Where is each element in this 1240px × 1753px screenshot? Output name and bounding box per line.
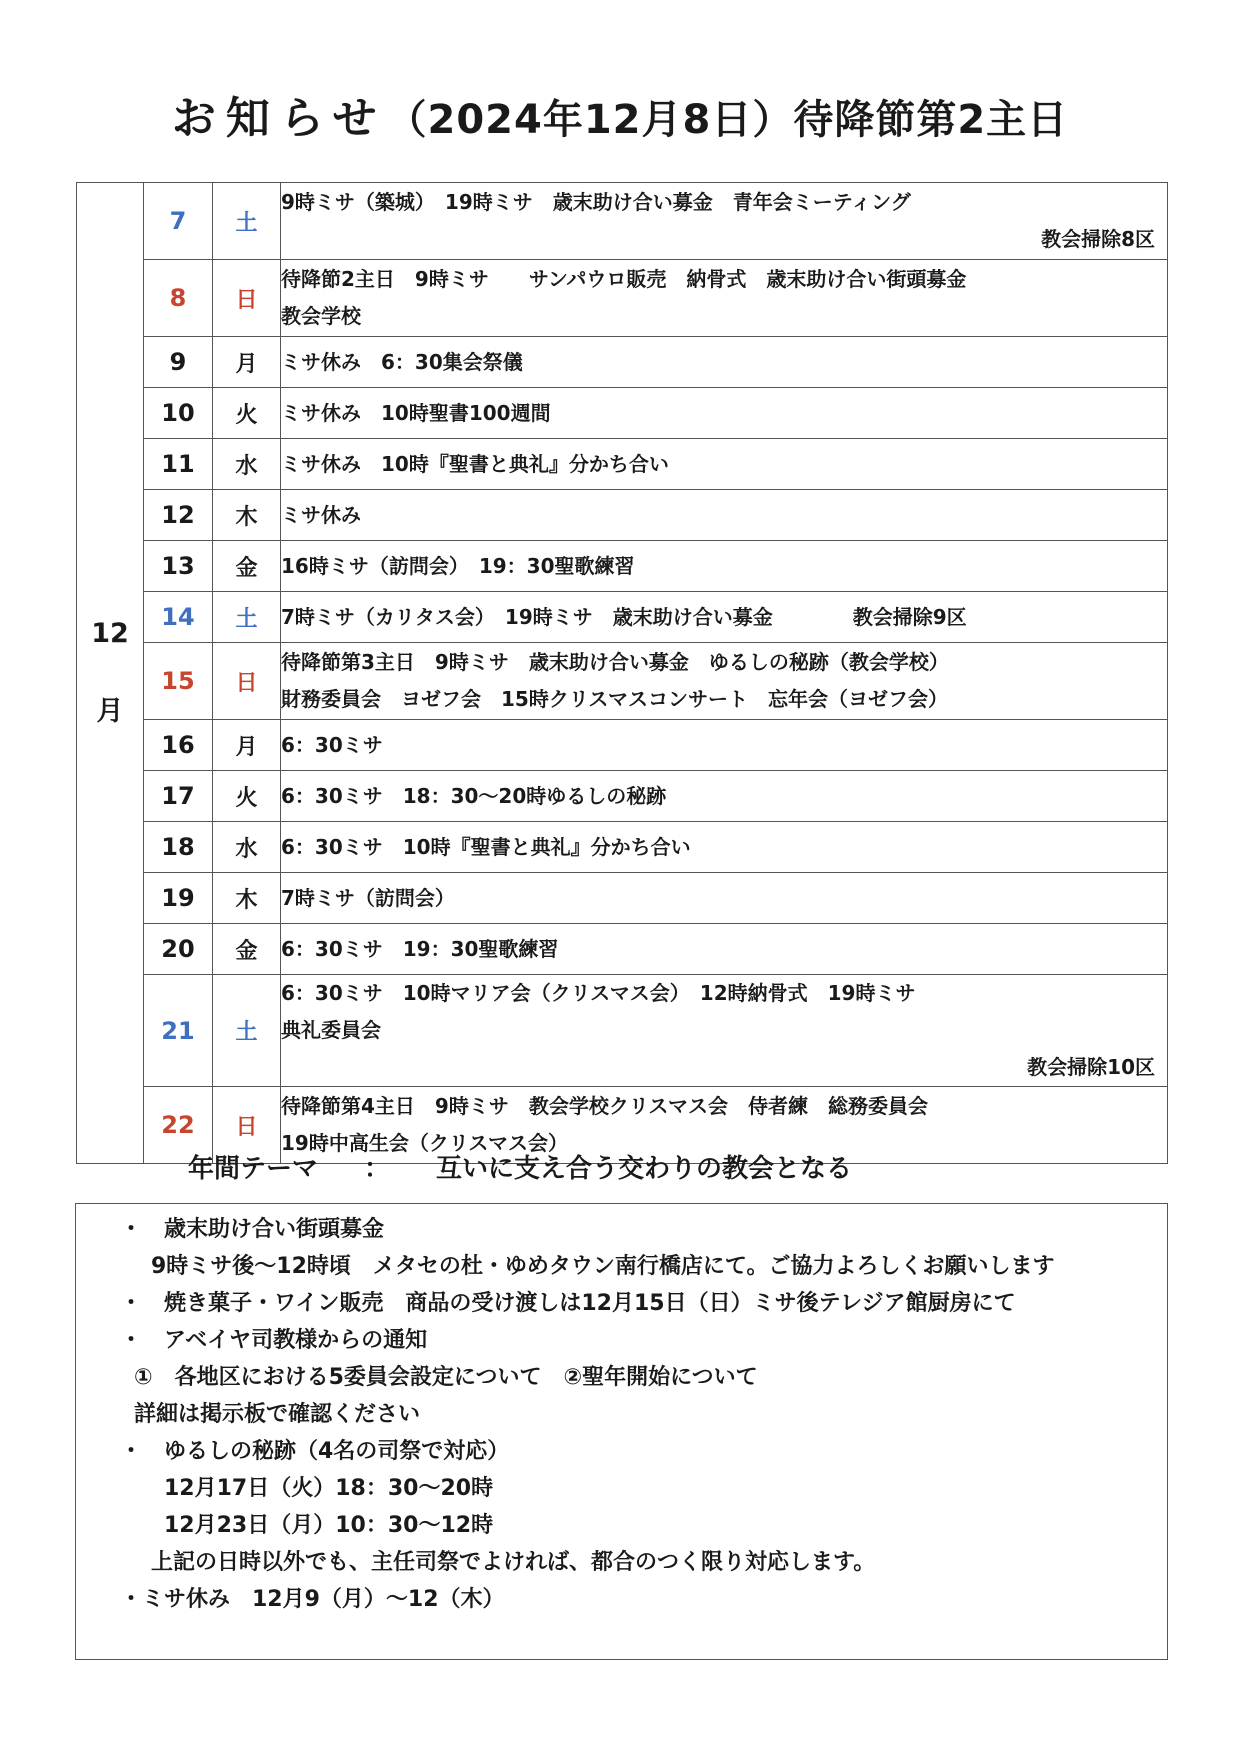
events-cell [281, 439, 1168, 490]
day-cell: 13 [144, 541, 213, 592]
event-line: 6：30ミサ 10時マリア会（クリスマス会） 12時納骨式 19時ミサ [281, 981, 916, 1005]
day-cell: 17 [144, 771, 213, 822]
event-line: 7時ミサ（訪問会） [281, 885, 455, 910]
events-cell [281, 873, 1168, 924]
day-cell: 7 [144, 183, 213, 260]
day-cell: 15 [144, 643, 213, 720]
event-line: ミサ休み 10時聖書100週間 [281, 400, 551, 425]
page-title [0, 82, 1240, 146]
notice-line: 詳細は掲示板で確認ください [134, 1402, 421, 1427]
title-main: お知らせ [171, 93, 387, 144]
events-cell [281, 337, 1168, 388]
weekday-cell: 木 [213, 490, 281, 541]
weekday-cell: 水 [213, 822, 281, 873]
events-cell [281, 490, 1168, 541]
weekday-cell: 土 [213, 592, 281, 643]
events-cell [281, 541, 1168, 592]
schedule-row [77, 260, 1168, 337]
events-cell [281, 975, 1168, 1087]
event-line: 9時ミサ（築城） 19時ミサ 歳末助け合い募金 青年会ミーティング [281, 190, 911, 214]
theme-text: 互いに支え合う交わりの教会となる [436, 1154, 853, 1184]
weekday-cell: 火 [213, 771, 281, 822]
day-cell: 14 [144, 592, 213, 643]
weekday-cell: 月 [213, 337, 281, 388]
event-line: ミサ休み 10時『聖書と典礼』分かち合い [281, 451, 669, 476]
schedule-row [77, 643, 1168, 720]
schedule-row [77, 592, 1168, 643]
weekday-cell: 金 [213, 924, 281, 975]
day-cell: 20 [144, 924, 213, 975]
event-line: 待降節第4主日 9時ミサ 教会学校クリスマス会 侍者練 総務委員会 [281, 1094, 929, 1118]
event-line: 財務委員会 ヨゼフ会 15時クリスマスコンサート 忘年会（ヨゼフ会） [281, 687, 949, 711]
notice-line: 12月23日（月）10：30～12時 [164, 1513, 494, 1538]
event-line: 6：30ミサ 19：30聖歌練習 [281, 936, 559, 961]
weekday-cell: 土 [213, 183, 281, 260]
cleaning-note: 教会掃除10区 [1027, 1055, 1155, 1079]
day-cell: 16 [144, 720, 213, 771]
event-line: 6：30ミサ [281, 732, 383, 757]
event-line: 待降節2主日 9時ミサ サンパウロ販売 納骨式 歳末助け合い街頭募金 [281, 267, 967, 291]
schedule-row [77, 720, 1168, 771]
event-line: ミサ休み 6：30集会祭儀 [281, 349, 523, 374]
event-line: 典礼委員会 [281, 1018, 381, 1042]
event-line: 教会学校 [281, 304, 361, 328]
month-cell: 12 月 [77, 183, 144, 1164]
weekday-cell: 月 [213, 720, 281, 771]
events-cell [281, 260, 1168, 337]
events-cell [281, 183, 1168, 260]
events-cell [281, 720, 1168, 771]
event-line: 7時ミサ（カリタス会） 19時ミサ 歳末助け合い募金 教会掃除9区 [281, 604, 967, 629]
day-cell: 10 [144, 388, 213, 439]
day-cell: 11 [144, 439, 213, 490]
schedule-row [77, 439, 1168, 490]
schedule-row [77, 388, 1168, 439]
schedule-row [77, 541, 1168, 592]
schedule-table [76, 182, 1168, 1164]
theme-colon: ： [364, 1154, 391, 1184]
event-line: 16時ミサ（訪問会） 19：30聖歌練習 [281, 553, 635, 578]
weekday-cell: 水 [213, 439, 281, 490]
day-cell: 22 [144, 1087, 213, 1164]
notice-line: ① 各地区における5委員会設定について ②聖年開始について [134, 1365, 758, 1390]
notice-line: ・ 焼き菓子・ワイン販売 商品の受け渡しは12月15日（日）ミサ後テレジア館厨房にて [120, 1291, 1016, 1316]
notice-line: ・ 歳末助け合い街頭募金 [120, 1217, 385, 1242]
notice-box [75, 1203, 1168, 1660]
day-cell: 21 [144, 975, 213, 1087]
event-line: ミサ休み [281, 502, 361, 527]
notice-line: ・ アベイヤ司教様からの通知 [120, 1328, 428, 1353]
notice-line: ・ ゆるしの秘跡（4名の司祭で対応） [120, 1439, 510, 1464]
event-line: 6：30ミサ 18：30～20時ゆるしの秘跡 [281, 783, 667, 808]
annual-theme [188, 1148, 852, 1185]
event-line: 19時中高生会（クリスマス会） [281, 1131, 569, 1155]
schedule-row [77, 975, 1168, 1087]
event-line: 待降節第3主日 9時ミサ 歳末助け合い募金 ゆるしの秘跡（教会学校） [281, 650, 949, 674]
events-cell [281, 771, 1168, 822]
events-cell [281, 924, 1168, 975]
weekday-cell: 日 [213, 1087, 281, 1164]
notice-line: 9時ミサ後～12時頃 メタセの杜・ゆめタウン南行橋店にて。ご協力よろしくお願いします [151, 1254, 1055, 1279]
day-cell: 19 [144, 873, 213, 924]
notice-line: 上記の日時以外でも、主任司祭でよければ、都合のつく限り対応します。 [151, 1550, 876, 1575]
notice-line: 12月17日（火）18：30～20時 [164, 1476, 494, 1501]
schedule-row [77, 924, 1168, 975]
events-cell [281, 388, 1168, 439]
title-rest: （2024年12月8日）待降節第2主日 [386, 97, 1069, 143]
theme-label: 年間テーマ [188, 1154, 319, 1184]
schedule-row [77, 337, 1168, 388]
schedule-row [77, 771, 1168, 822]
schedule-row [77, 183, 1168, 260]
weekday-cell: 金 [213, 541, 281, 592]
weekday-cell: 木 [213, 873, 281, 924]
cleaning-note: 教会掃除8区 [1041, 227, 1155, 251]
schedule-row [77, 873, 1168, 924]
event-line: 6：30ミサ 10時『聖書と典礼』分かち合い [281, 834, 691, 859]
schedule-row [77, 490, 1168, 541]
notice-line: ・ミサ休み 12月9（月）～12（木） [120, 1587, 505, 1612]
weekday-cell: 火 [213, 388, 281, 439]
day-cell: 18 [144, 822, 213, 873]
weekday-cell: 日 [213, 260, 281, 337]
day-cell: 12 [144, 490, 213, 541]
weekday-cell: 日 [213, 643, 281, 720]
events-cell [281, 643, 1168, 720]
weekday-cell: 土 [213, 975, 281, 1087]
day-cell: 8 [144, 260, 213, 337]
events-cell [281, 592, 1168, 643]
day-cell: 9 [144, 337, 213, 388]
events-cell [281, 822, 1168, 873]
schedule-row [77, 822, 1168, 873]
